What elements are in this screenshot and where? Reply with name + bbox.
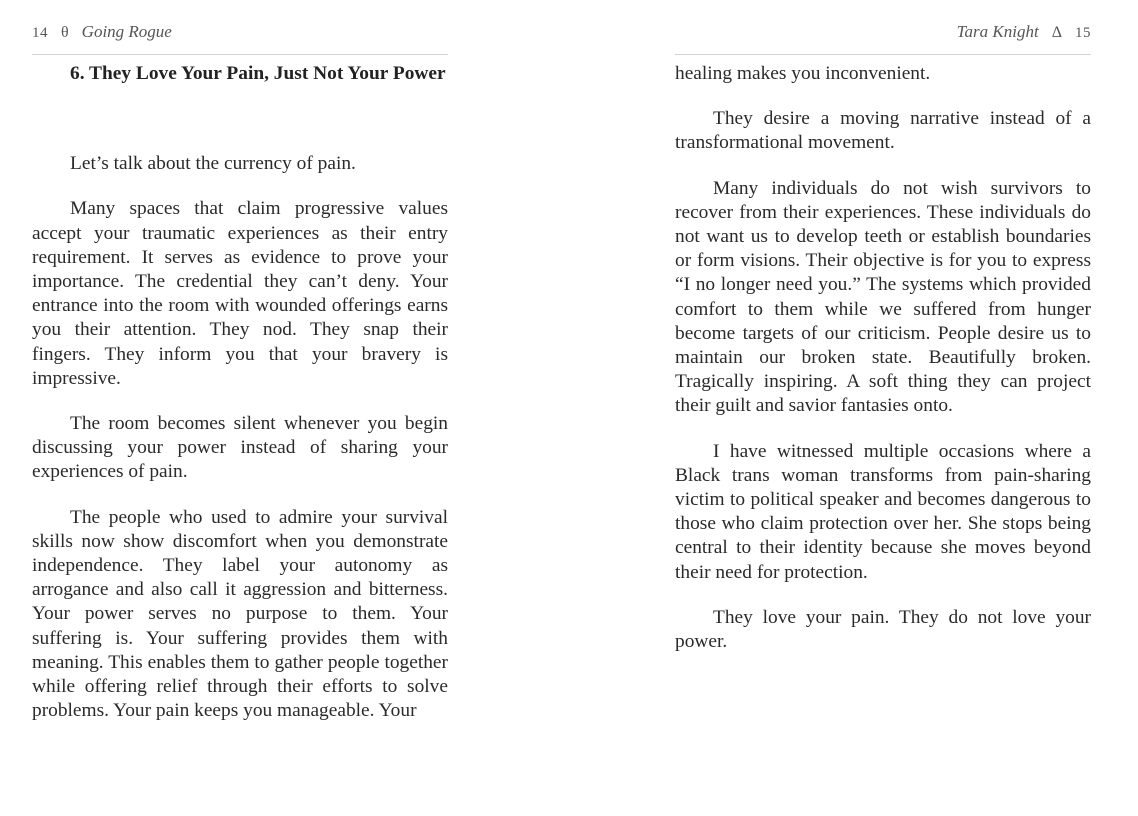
running-head-right bbox=[675, 22, 1091, 44]
paragraph: Many spaces that claim progressive values accept your traumatic experiences as their entry requirement. It serves as evidence to prove your importance. The credential they can’t deny. Your entrance into the room with wounded offerings earns you their attention. They nod. They snap their fingers. They inform you that your bravery is impressive. bbox=[32, 198, 448, 389]
paragraph: I have witnessed multiple occasions where a Black trans woman transforms from pain-sharing victim to political speaker and becomes dangerous to those who claim protection over her. She stops being central to their identity because she moves beyond their need for protection. bbox=[675, 440, 1091, 583]
header-divider-right bbox=[675, 54, 1091, 55]
paragraph-continued: healing makes you inconvenient. bbox=[675, 63, 931, 84]
paragraph: The room becomes silent whenever you begin discussing your power instead of sharing your experiences of pain. bbox=[32, 413, 448, 483]
chapter-heading: 6. They Love Your Pain, Just Not Your Power bbox=[70, 63, 446, 84]
paragraph: The people who used to admire your survival skills now show discomfort when you demonstrate independence. They label your autonomy as arrogance and also call it aggression and bitterness. Your power serves no purpose to them. Your suffering is. Your suffering provides them with meaning. This enables them to gather people together while offering relief through their efforts to solve problems. Your pain keeps you manageable. Your bbox=[32, 506, 448, 722]
running-head-left bbox=[32, 22, 448, 44]
page-number-left: 14 bbox=[32, 25, 48, 41]
right-page-body bbox=[675, 62, 1091, 654]
left-page-body bbox=[32, 62, 448, 723]
right-page bbox=[675, 0, 1091, 816]
delta-ornament: Δ bbox=[1051, 24, 1062, 41]
author-name: Tara Knight bbox=[956, 22, 1039, 41]
paragraph: Many individuals do not wish survivors to recover from their experiences. These individuals do not want us to develop teeth or establish boundaries or form visions. Their objective is for you to express “I no longer need you.” The systems which provided comfort to them while we suffered from hunger become targets of our criticism. People desire us to maintain our broken state. Beautifully broken. Tragically inspiring. A soft thing they can project their guilt and savior fantasies onto. bbox=[675, 177, 1091, 417]
page-number-right: 15 bbox=[1075, 25, 1091, 41]
theta-ornament: θ bbox=[61, 24, 69, 41]
left-page bbox=[32, 0, 448, 816]
paragraph: They desire a moving narrative instead of a transformational movement. bbox=[675, 108, 1091, 154]
paragraph: They love your pain. They do not love your power. bbox=[675, 606, 1091, 653]
paragraph: Let’s talk about the currency of pain. bbox=[70, 153, 356, 175]
header-divider-left bbox=[32, 54, 448, 55]
book-title: Going Rogue bbox=[81, 22, 172, 41]
